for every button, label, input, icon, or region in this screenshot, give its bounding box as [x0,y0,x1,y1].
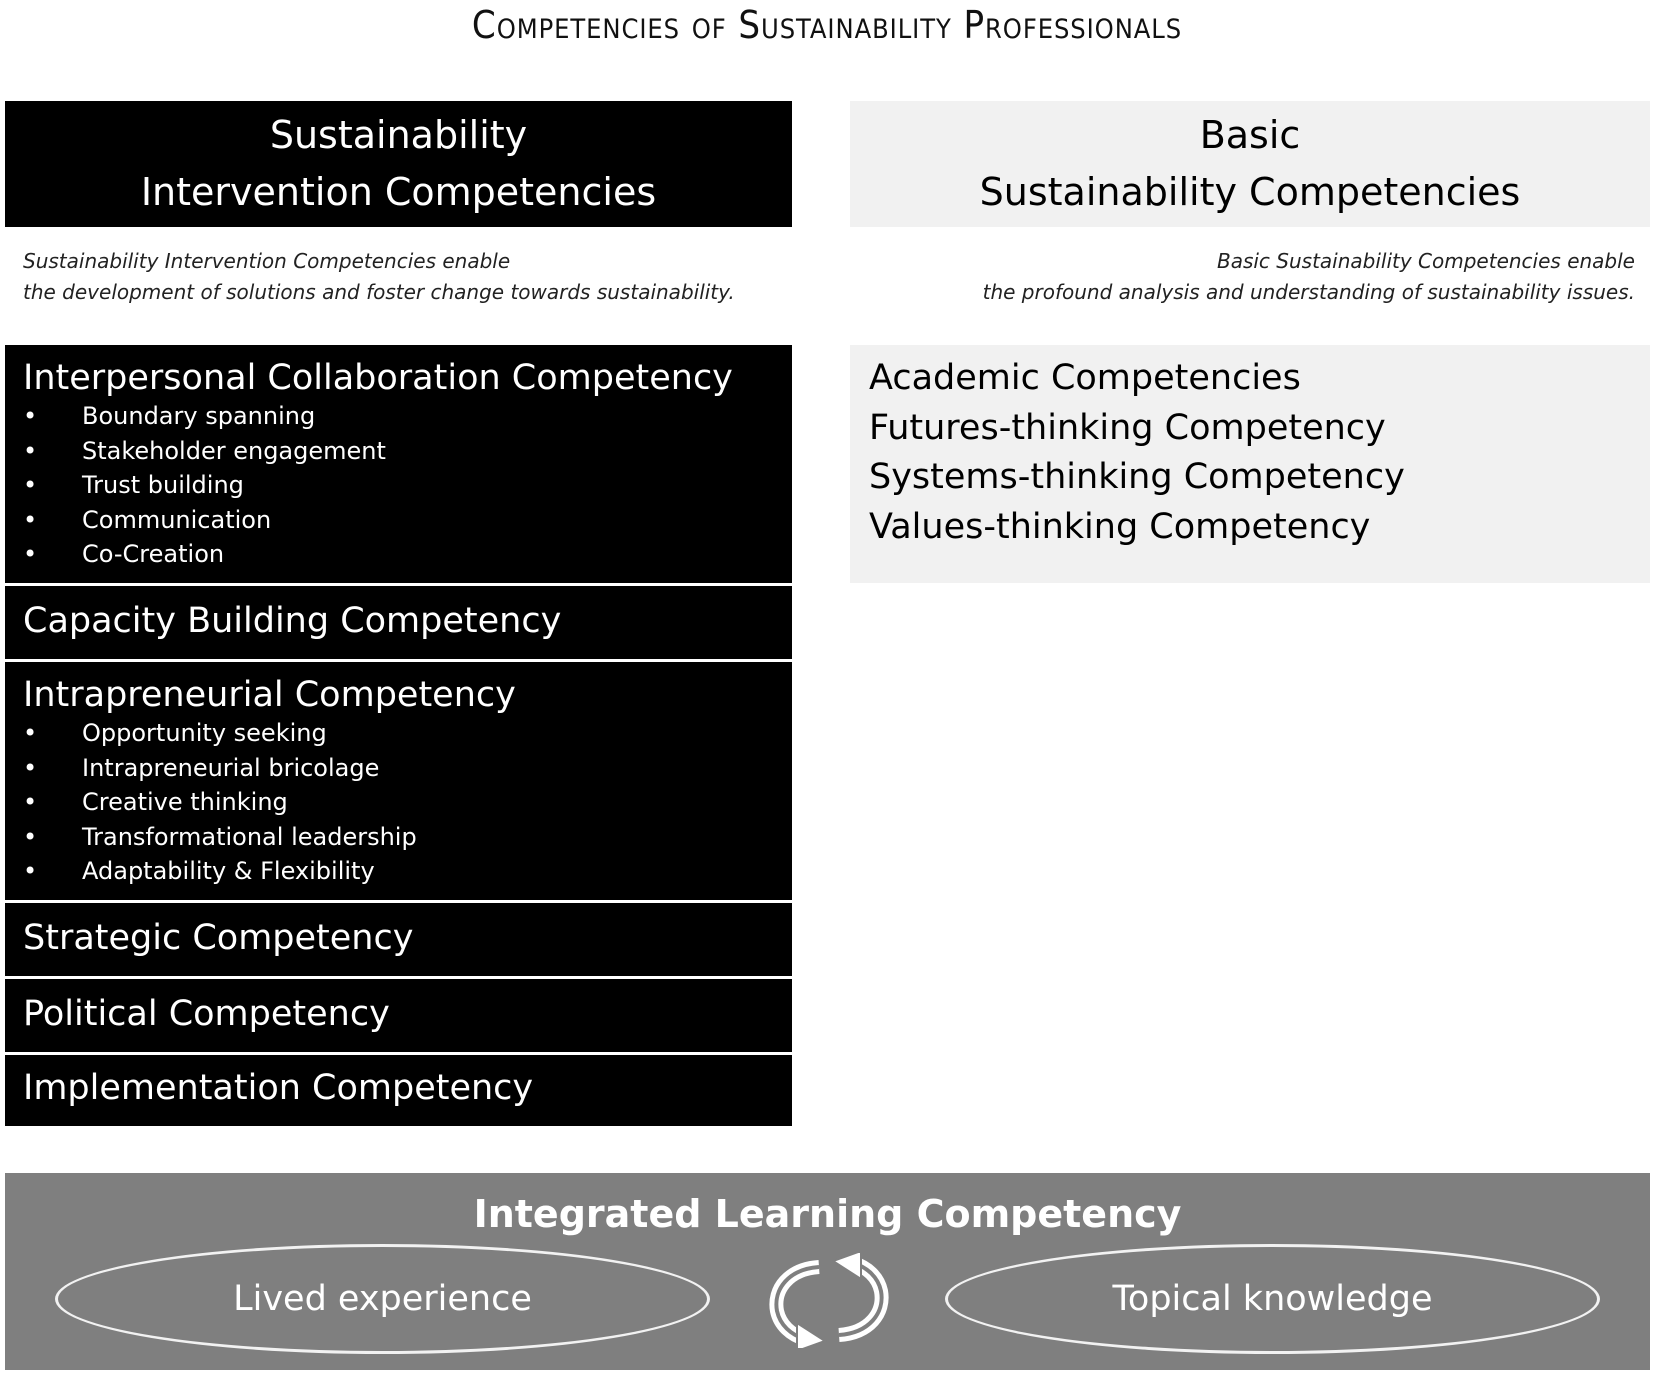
basic-competencies-box [850,345,1650,583]
list-item: • Transformational leadership [5,820,792,855]
basic-header-line2: Sustainability Competencies [979,170,1521,214]
basic-competency-item: Futures-thinking Competency [869,407,1386,448]
basic-header-line1: Basic [1199,113,1301,157]
competency-intrapreneurial [5,662,792,900]
list-item: • Boundary spanning [5,399,792,434]
cycle-arrows-icon [767,1253,892,1348]
list-item: • Stakeholder engagement [5,434,792,469]
competency-capacity-building [5,586,792,659]
list-item: • Co-Creation [5,537,792,572]
competency-political [5,979,792,1052]
basic-competency-item: Academic Competencies [869,358,1301,398]
intervention-description-line1: Sustainability Intervention Competencies enable [23,249,511,273]
competency-sub-list [5,716,792,889]
competency-title: Capacity Building Competency [23,601,562,641]
list-item: • Opportunity seeking [5,716,792,751]
list-item: • Intrapreneurial bricolage [5,751,792,786]
bullet-icon: • [23,822,38,851]
intervention-description [23,246,803,308]
intervention-header-line1: Sustainability [269,113,528,157]
list-item: • Creative thinking [5,785,792,820]
basic-competency-item: Values-thinking Competency [869,506,1371,547]
competency-interpersonal-collaboration [5,345,792,583]
basic-description [830,246,1635,308]
topical-knowledge-oval [945,1244,1600,1354]
bullet-icon: • [23,788,38,816]
bullet-icon: • [23,719,38,747]
list-item: • Trust building [5,468,792,503]
bullet-icon: • [23,753,38,782]
competency-sub-list [5,399,792,572]
intervention-header [5,101,792,227]
list-item: • Adaptability & Flexibility [5,854,792,889]
competency-title: Political Competency [23,994,390,1034]
intervention-description-line2: the development of solutions and foster change towards sustainability. [23,280,735,304]
bullet-icon: • [23,857,38,885]
bullet-icon: • [23,505,38,534]
basic-description-line2: the profound analysis and understanding of sustainability issues. [982,280,1635,304]
integrated-learning-title: Integrated Learning Competency [473,1192,1182,1236]
competency-title: Implementation Competency [23,1068,534,1108]
integrated-learning-panel [5,1173,1650,1370]
bullet-icon: • [23,436,38,465]
basic-header [850,101,1650,227]
lived-experience-label: Lived experience [233,1279,532,1319]
competency-title: Intrapreneurial Competency [23,675,516,715]
list-item: • Communication [5,503,792,538]
basic-competency-item: Systems-thinking Competency [869,457,1405,497]
competency-implementation [5,1055,792,1126]
competency-strategic [5,903,792,976]
bullet-icon: • [23,402,38,430]
bullet-icon: • [23,540,38,568]
intervention-header-line2: Intervention Competencies [140,170,657,214]
bullet-icon: • [23,471,38,499]
competency-title: Strategic Competency [23,918,414,958]
basic-description-line1: Basic Sustainability Competencies enable [1216,249,1635,273]
topical-knowledge-label: Topical knowledge [1112,1279,1433,1319]
competency-title: Interpersonal Collaboration Competency [23,358,733,398]
lived-experience-oval [55,1244,710,1354]
diagram-title: Competencies of Sustainability Professionals [471,3,1183,47]
